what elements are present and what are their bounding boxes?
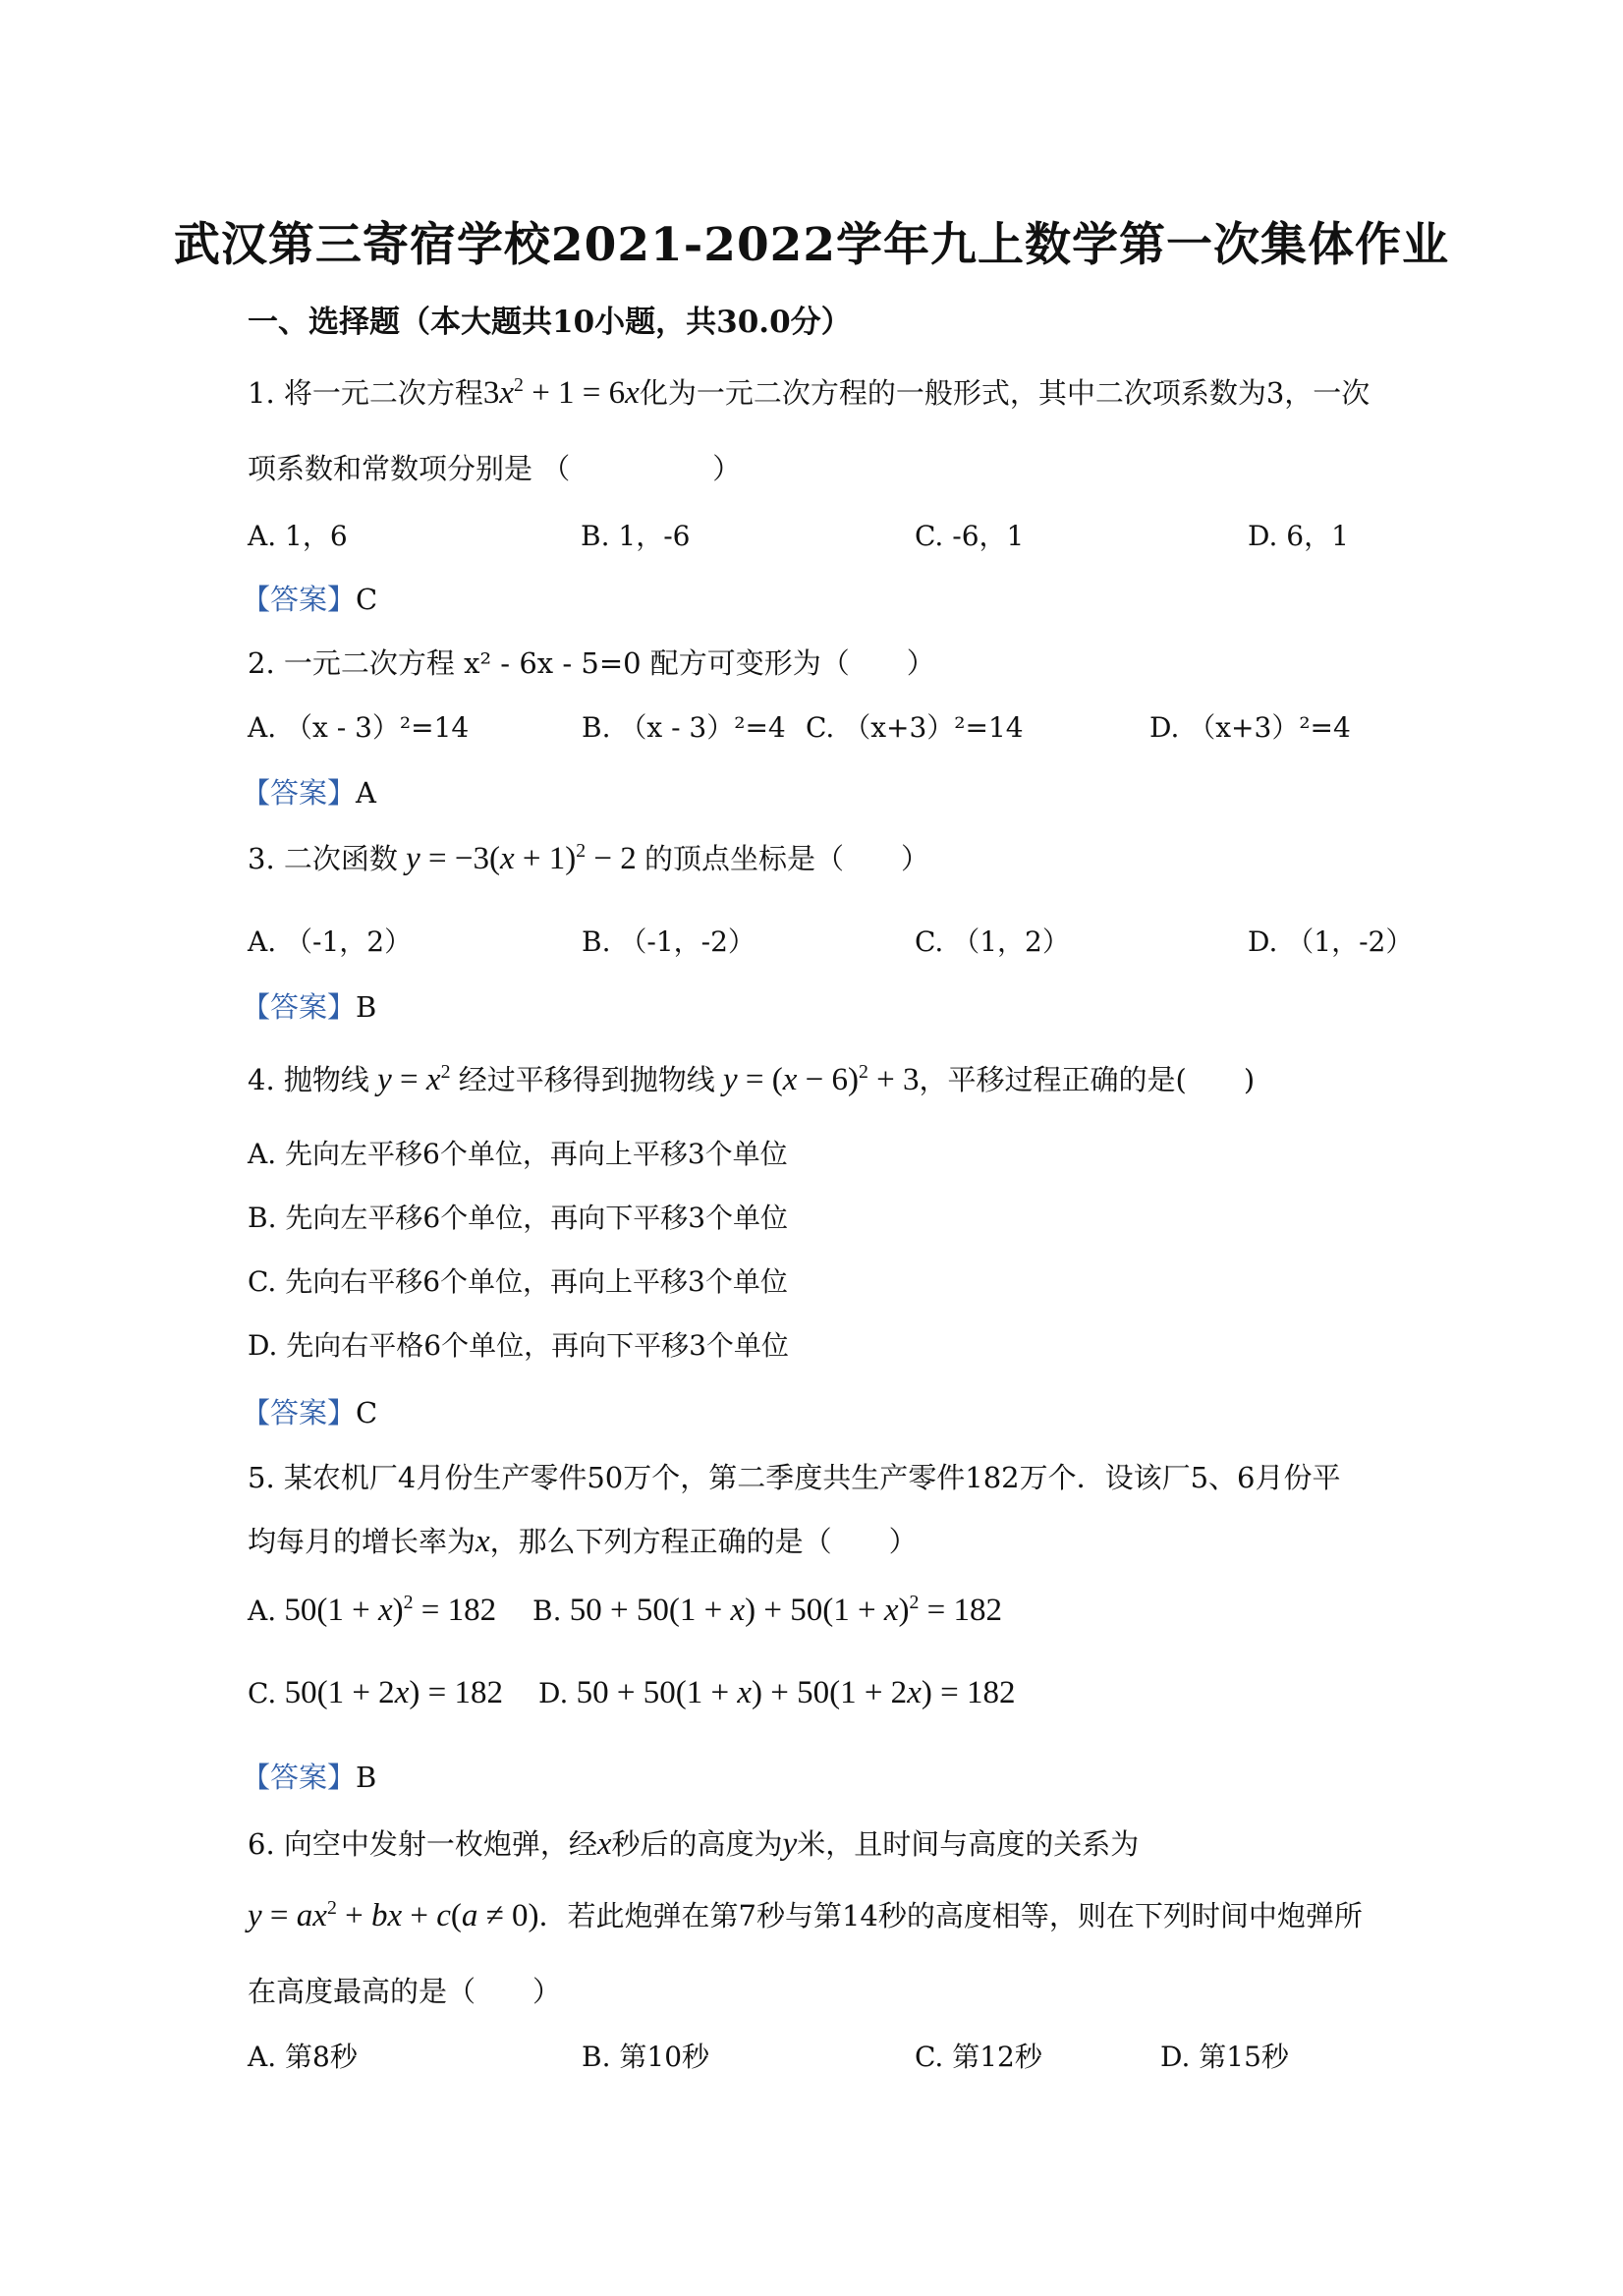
question-5-line-2 [248,1520,918,1560]
question-6-option-c: C. 第12秒 [915,2041,1042,2073]
question-1-option-c: C. -6，1 [915,520,1025,552]
question-4-parabola-shifted: $y = (x - 6)^2 + 3$ [722,1061,920,1097]
section-heading: 一、选择题（本大题共10小题，共30.0分） [248,305,852,340]
question-1-option-b: B. 1，-6 [581,520,691,552]
question-5-stem-end: ，那么下列方程正确的是（ ） [489,1525,918,1558]
question-2-answer [242,771,376,812]
question-6-variable-y: y [782,1826,798,1862]
answer-tag: 【答案】 [242,990,357,1024]
question-4-option-c: C. 先向右平移6个单位，再向上平移3个单位 [248,1265,788,1298]
question-5-equation-b: $50 + 50(1 + x) + 50(1 + x)^2 = 182$ [561,1592,1002,1628]
option-label: A. [248,1595,277,1627]
question-5-equation-d: 50 + 50(1 + x) + 50(1 + 2x) = 182 [568,1675,1016,1710]
question-4-parabola-original: $y = x^2$ [377,1061,451,1097]
question-4-option-a: A. 先向左平移6个单位，再向上平移3个单位 [248,1138,788,1170]
question-4-stem-start: 4. 抛物线 [248,1063,369,1096]
question-1-line-1 [248,371,1370,412]
question-3-stem-start: 3. 二次函数 [248,842,398,875]
question-5-variable-x: x [476,1524,490,1559]
answer-tag: 【答案】 [242,583,357,616]
question-3-line-1 [248,837,929,877]
question-3-function: $y = -3(x + 1)^2 - 2$ [406,840,645,876]
document-title: 武汉第三寄宿学校2021-2022学年九上数学第一次集体作业 [173,218,1450,272]
answer-value: C [356,583,378,616]
question-4-stem-end: ，平移过程正确的是( ) [919,1063,1256,1096]
question-2-option-a: A. （x - 3）²=14 [248,711,470,744]
question-1-option-a: A. 1，6 [248,520,348,552]
answer-value: C [356,1396,378,1429]
question-5-answer [242,1756,376,1796]
question-2-option-c: C. （x+3）²=14 [806,711,1024,744]
question-5-stem-start: 均每月的增长率为 [248,1525,476,1558]
question-2-option-d: D. （x+3）²=4 [1149,711,1351,744]
answer-value: A [356,776,376,810]
question-3-option-a: A. （-1，2） [248,925,413,958]
question-6-line-1 [248,1822,1139,1863]
question-6-relation: $y = ax^2$ + bx + c(a ≠ 0) [248,1897,539,1933]
option-label: C. [248,1677,277,1709]
question-3-option-c: C. （1，2） [915,925,1070,958]
question-1-answer [242,578,377,618]
question-1-line-2: 项系数和常数项分别是 （ ） [248,452,742,485]
answer-tag: 【答案】 [242,776,357,810]
question-5-option-c [248,1675,503,1711]
question-2-line-1: 2. 一元二次方程 x² - 6x - 5=0 配方可变形为（ ） [248,646,935,680]
answer-tag: 【答案】 [242,1396,357,1429]
question-6-stem-cont: ．若此炮弹在第7秒与第14秒的高度相等，则在下列时间中炮弹所 [538,1899,1363,1932]
question-3-option-d: D. （1，-2） [1248,925,1414,958]
question-3-answer [242,985,376,1026]
answer-value: B [356,1761,377,1794]
answer-value: B [356,990,377,1024]
option-label: D. [538,1677,569,1709]
question-6-line-3: 在高度最高的是（ ） [248,1975,562,2008]
question-5-equation-a: $50(1 + x)^2 = 182$ [276,1592,497,1628]
question-5-option-a [248,1592,496,1629]
question-6-line-2 [248,1894,1363,1934]
question-2-option-b: B. （x - 3）²=4 [582,711,786,744]
answer-tag: 【答案】 [242,1761,357,1794]
question-1-stem-start: 1. 将一元二次方程 [248,376,483,410]
question-6-option-d: D. 第15秒 [1160,2041,1289,2073]
question-4-option-b: B. 先向左平移6个单位，再向下平移3个单位 [248,1202,789,1234]
question-6-option-b: B. 第10秒 [582,2041,710,2073]
option-label: B. [532,1595,562,1627]
question-6-stem-end: 米，且时间与高度的关系为 [797,1827,1140,1861]
question-3-stem-end: 的顶点坐标是（ ） [644,842,930,875]
question-5-option-b [532,1592,1002,1629]
question-6-stem-mid: 秒后的高度为 [611,1827,783,1861]
question-1-option-d: D. 6，1 [1248,520,1349,552]
question-3-option-b: B. （-1，-2） [582,925,756,958]
question-1-equation: $3x^2 + 1 = 6x$ [482,374,640,411]
question-4-stem-mid: 经过平移得到抛物线 [458,1063,715,1096]
question-1-stem-end: 化为一元二次方程的一般形式，其中二次项系数为3，一次 [639,376,1371,410]
question-5-equation-c: 50(1 + 2x) = 182 [276,1675,503,1710]
question-5-option-d [538,1675,1015,1711]
question-6-variable-x: x [596,1826,612,1862]
question-6-stem-start: 6. 向空中发射一枚炮弹，经 [248,1827,597,1861]
question-4-option-d: D. 先向右平格6个单位，再向下平移3个单位 [248,1329,789,1362]
question-5-line-1: 5. 某农机厂4月份生产零件50万个，第二季度共生产零件182万个．设该厂5、6月份平 [248,1461,1341,1494]
question-4-line-1 [248,1058,1255,1098]
question-4-answer [242,1391,377,1431]
question-6-option-a: A. 第8秒 [248,2041,358,2073]
